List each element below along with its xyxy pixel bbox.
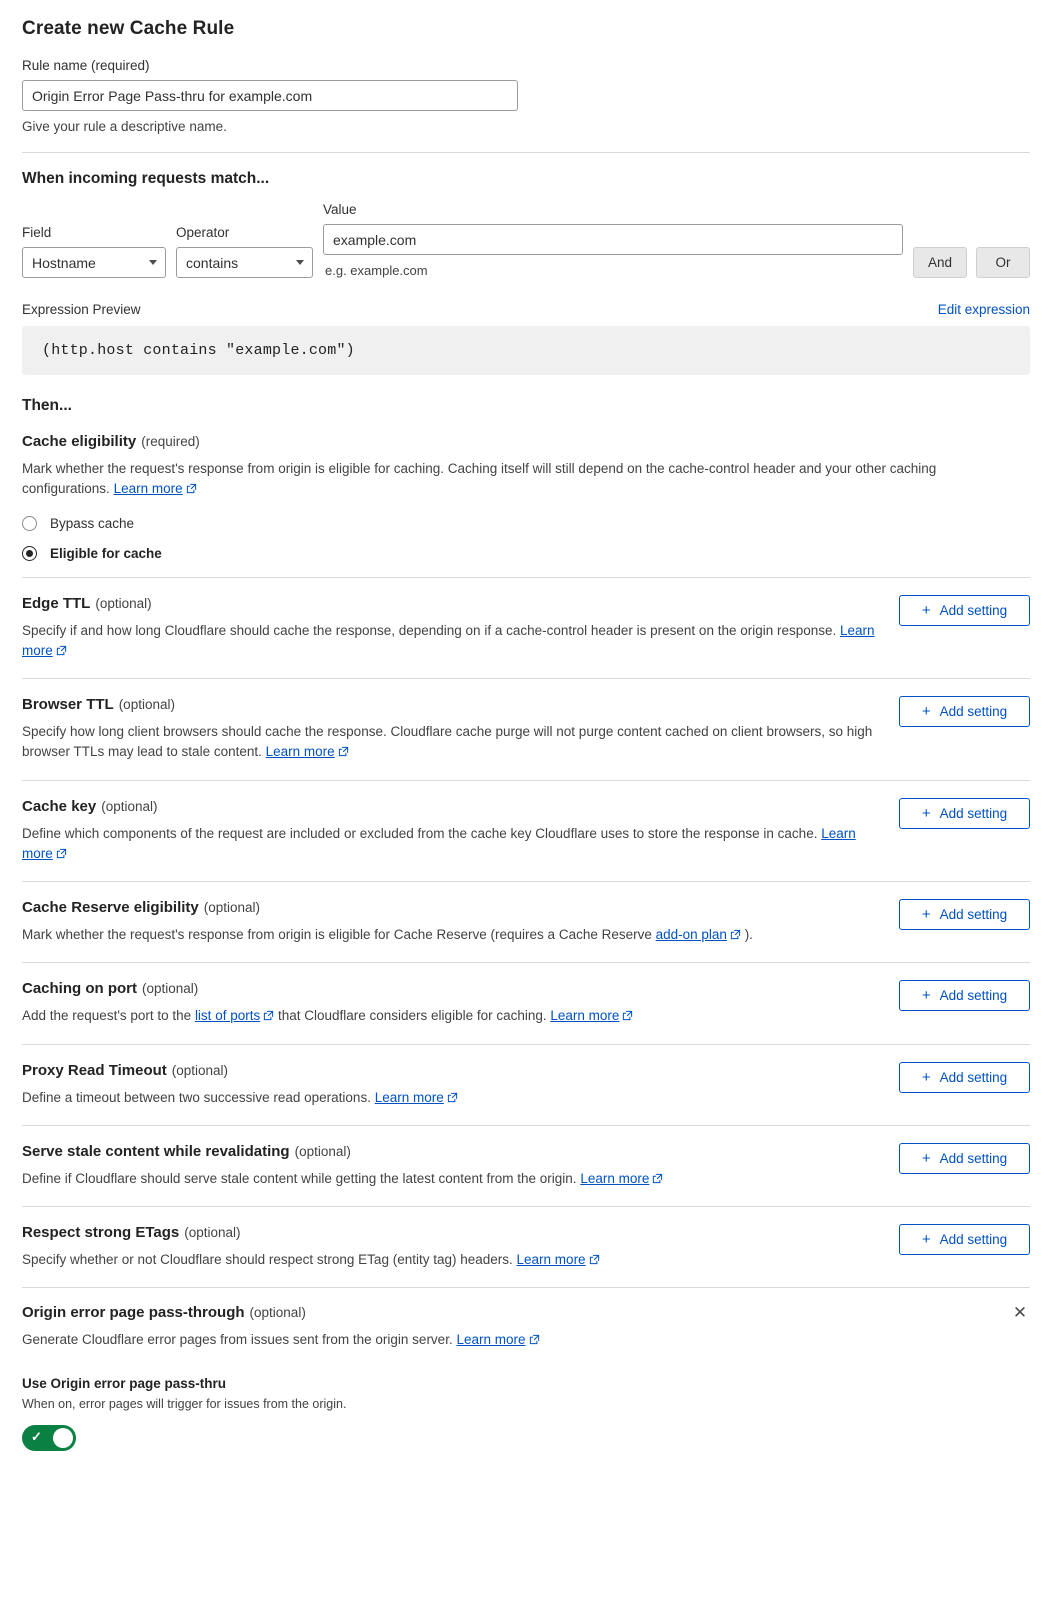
- setting-row: [22, 577, 1030, 679]
- radio-bypass-cache-label: Bypass cache: [50, 515, 135, 531]
- add-setting-button[interactable]: [899, 798, 1030, 829]
- external-link-icon: [186, 480, 197, 500]
- operator-label: Operator: [176, 225, 230, 240]
- plus-icon: +: [921, 1149, 931, 1167]
- optional-tag: (optional): [249, 1305, 306, 1321]
- expression-header: [22, 302, 1030, 317]
- close-icon[interactable]: ✕: [1010, 1302, 1030, 1322]
- setting-title: [22, 899, 879, 916]
- setting-info: [22, 1062, 879, 1109]
- learn-more-link[interactable]: Learn more: [456, 1332, 526, 1348]
- origin-error-toggle[interactable]: [22, 1425, 76, 1451]
- setting-title-text: Cache key: [22, 797, 97, 815]
- toggle-knob: [53, 1428, 73, 1448]
- setting-row: [22, 1044, 1030, 1125]
- cache-eligibility-description: [22, 459, 1007, 501]
- external-link-icon: [652, 1170, 663, 1190]
- check-icon: ✓: [31, 1428, 42, 1444]
- setting-info: [22, 595, 879, 663]
- then-heading: Then...: [22, 397, 72, 414]
- add-setting-label: Add setting: [939, 1069, 1008, 1085]
- plus-icon: +: [921, 1231, 931, 1248]
- radio-eligible-for-cache-label: Eligible for cache: [50, 545, 162, 561]
- learn-more-link[interactable]: Learn more: [22, 622, 875, 658]
- setting-row: [22, 780, 1030, 882]
- cache-eligibility-block: [22, 415, 1030, 561]
- learn-more-link[interactable]: list of ports: [194, 1008, 261, 1024]
- match-heading: When incoming requests match...: [22, 170, 270, 187]
- or-button[interactable]: Or: [976, 247, 1030, 278]
- plus-icon: +: [921, 1068, 931, 1086]
- operator-select[interactable]: [176, 247, 313, 278]
- radio-icon: [22, 516, 37, 531]
- cache-eligibility-title-text: Cache eligibility: [22, 433, 137, 450]
- setting-title: [22, 798, 879, 815]
- setting-info: [22, 696, 879, 764]
- setting-title-text: Serve stale content while revalidating: [22, 1142, 290, 1160]
- page-title: Create new Cache Rule: [22, 18, 235, 39]
- setting-title-text: Respect strong ETags: [22, 1224, 180, 1241]
- learn-more-link[interactable]: Learn more: [580, 1170, 650, 1186]
- add-setting-button[interactable]: [899, 1062, 1030, 1093]
- setting-row: [22, 881, 1030, 962]
- setting-description: [22, 824, 879, 866]
- plus-icon: +: [921, 601, 931, 619]
- optional-tag: (optional): [101, 798, 158, 814]
- add-setting-label: Add setting: [939, 988, 1008, 1004]
- divider: [22, 152, 1030, 153]
- optional-tag: (optional): [171, 1062, 229, 1078]
- setting-description-text: Define which components of the request are included or excluded from the cache key Cloudflare uses to store the response in cache.: [22, 825, 822, 841]
- add-setting-button[interactable]: [899, 595, 1030, 626]
- setting-title: [22, 980, 879, 997]
- rule-name-input[interactable]: [22, 80, 518, 111]
- add-setting-label: Add setting: [939, 805, 1008, 821]
- plus-icon: +: [921, 804, 931, 822]
- add-setting-button[interactable]: [899, 899, 1030, 930]
- setting-description: [22, 925, 879, 946]
- logic-buttons: [913, 247, 1030, 278]
- required-tag: (required): [141, 434, 200, 449]
- external-link-icon: [447, 1089, 458, 1109]
- setting-row: [22, 1206, 1030, 1287]
- setting-title-text: Edge TTL: [22, 594, 91, 612]
- learn-more-link[interactable]: add-on plan: [655, 927, 727, 942]
- setting-description: [22, 1006, 879, 1027]
- origin-error-page-title: [22, 1304, 1030, 1321]
- optional-tag: (optional): [203, 900, 261, 915]
- cache-eligibility-title: [22, 433, 1030, 450]
- plus-icon: +: [921, 906, 931, 923]
- external-link-icon: [589, 1251, 600, 1271]
- add-setting-label: Add setting: [939, 907, 1008, 922]
- radio-icon-selected: [22, 546, 37, 561]
- setting-description: [22, 1169, 879, 1190]
- rule-name-help: Give your rule a descriptive name.: [22, 119, 227, 134]
- learn-more-link[interactable]: Learn more: [374, 1089, 444, 1105]
- setting-description-text: Define if Cloudflare should serve stale content while getting the latest content from the origin.: [22, 1170, 581, 1186]
- setting-description-text: Add the request's port to the: [22, 1008, 195, 1024]
- external-link-icon: [263, 1007, 274, 1027]
- learn-more-link[interactable]: Learn more: [22, 825, 856, 861]
- operator-column: [176, 225, 313, 278]
- add-setting-button[interactable]: [899, 1143, 1030, 1174]
- setting-title-text: Proxy Read Timeout: [22, 1061, 167, 1079]
- learn-more-link[interactable]: Learn more: [550, 1008, 620, 1024]
- add-setting-label: Add setting: [939, 1150, 1008, 1166]
- setting-description-text: Mark whether the request's response from origin is eligible for Cache Reserve (requires a Cache Reserve: [22, 927, 656, 942]
- setting-title: [22, 1143, 879, 1160]
- setting-title: [22, 696, 879, 713]
- expression-preview: (http.host contains "example.com"): [22, 326, 1030, 375]
- settings-list: [22, 577, 1030, 1288]
- setting-info: [22, 1143, 879, 1190]
- value-label: Value: [323, 202, 357, 217]
- add-setting-button[interactable]: [899, 980, 1030, 1011]
- and-button[interactable]: And: [913, 247, 967, 278]
- field-label: Field: [22, 225, 52, 240]
- field-column: [22, 225, 166, 278]
- setting-description: [22, 621, 879, 663]
- setting-row: [22, 678, 1030, 780]
- add-setting-button[interactable]: [899, 696, 1030, 727]
- plus-icon: +: [921, 987, 931, 1005]
- add-setting-button[interactable]: [899, 1224, 1030, 1255]
- origin-error-toggle-label: Use Origin error page pass-thru: [22, 1375, 227, 1391]
- learn-more-link[interactable]: Learn more: [265, 744, 335, 760]
- match-row: [22, 202, 1030, 278]
- setting-description-text: that Cloudflare considers eligible for caching.: [274, 1008, 551, 1024]
- origin-error-toggle-help: When on, error pages will trigger for issues from the origin.: [22, 1396, 347, 1411]
- setting-title-text: Browser TTL: [22, 696, 114, 713]
- add-setting-label: Add setting: [939, 602, 1008, 618]
- setting-description-text: Specify whether or not Cloudflare should respect strong ETag (entity tag) headers.: [22, 1252, 517, 1267]
- setting-title: [22, 1224, 879, 1241]
- add-setting-label: Add setting: [939, 1232, 1008, 1247]
- field-select[interactable]: [22, 247, 166, 278]
- origin-error-page-description: [22, 1330, 1007, 1351]
- value-input[interactable]: [323, 224, 903, 255]
- rule-name-label: Rule name (required): [22, 58, 150, 73]
- setting-title-text: Cache Reserve eligibility: [22, 899, 199, 916]
- origin-error-page-title-text: Origin error page pass-through: [22, 1304, 245, 1322]
- learn-more-link[interactable]: Learn more: [516, 1252, 586, 1267]
- setting-description-text: Define a timeout between two successive read operations.: [22, 1089, 375, 1105]
- setting-info: [22, 899, 879, 946]
- origin-error-page-description-text: Generate Cloudflare error pages from issues sent from the origin server.: [22, 1332, 453, 1348]
- setting-description-text: Specify how long client browsers should cache the response. Cloudflare cache purge will not purge content cached on client browsers, so high browser TTLs may lead to stale content.: [22, 724, 873, 760]
- external-link-icon: [529, 1331, 540, 1351]
- value-column: [323, 202, 903, 278]
- setting-description-text: Specify if and how long Cloudflare should cache the response, depending on if a cache-control header is present on the origin response.: [22, 622, 841, 638]
- optional-tag: (optional): [142, 981, 199, 997]
- external-link-icon: [622, 1007, 633, 1027]
- external-link-icon: [56, 642, 67, 662]
- setting-description: [22, 722, 879, 764]
- setting-row: [22, 1125, 1030, 1206]
- setting-title: [22, 595, 879, 612]
- external-link-icon: [338, 743, 349, 763]
- add-setting-label: Add setting: [939, 704, 1008, 719]
- origin-error-page-block: [22, 1287, 1030, 1450]
- setting-info: [22, 1224, 879, 1271]
- optional-tag: (optional): [184, 1225, 241, 1240]
- setting-description: [22, 1250, 879, 1271]
- setting-title: [22, 1062, 879, 1079]
- radio-eligible-for-cache[interactable]: [22, 546, 1030, 561]
- setting-description-text: ).: [740, 927, 753, 942]
- setting-info: [22, 798, 879, 866]
- expression-label: Expression Preview: [22, 302, 141, 317]
- value-hint: e.g. example.com: [325, 263, 428, 278]
- external-link-icon: [730, 926, 741, 946]
- optional-tag: (optional): [118, 697, 175, 712]
- cache-eligibility-description-text: Mark whether the request's response from origin is eligible for caching. Caching itself will still depend on the cache-control header and your other caching configurations.: [22, 461, 937, 497]
- plus-icon: +: [921, 703, 931, 720]
- external-link-icon: [56, 845, 67, 865]
- radio-bypass-cache[interactable]: [22, 516, 1030, 531]
- setting-row: [22, 962, 1030, 1043]
- edit-expression-link[interactable]: Edit expression: [937, 302, 1030, 317]
- rule-name-section: [22, 58, 1030, 134]
- learn-more-link[interactable]: Learn more: [113, 481, 183, 497]
- optional-tag: (optional): [294, 1143, 351, 1159]
- setting-title-text: Caching on port: [22, 980, 137, 998]
- optional-tag: (optional): [95, 595, 152, 611]
- setting-info: [22, 980, 879, 1027]
- setting-description: [22, 1088, 879, 1109]
